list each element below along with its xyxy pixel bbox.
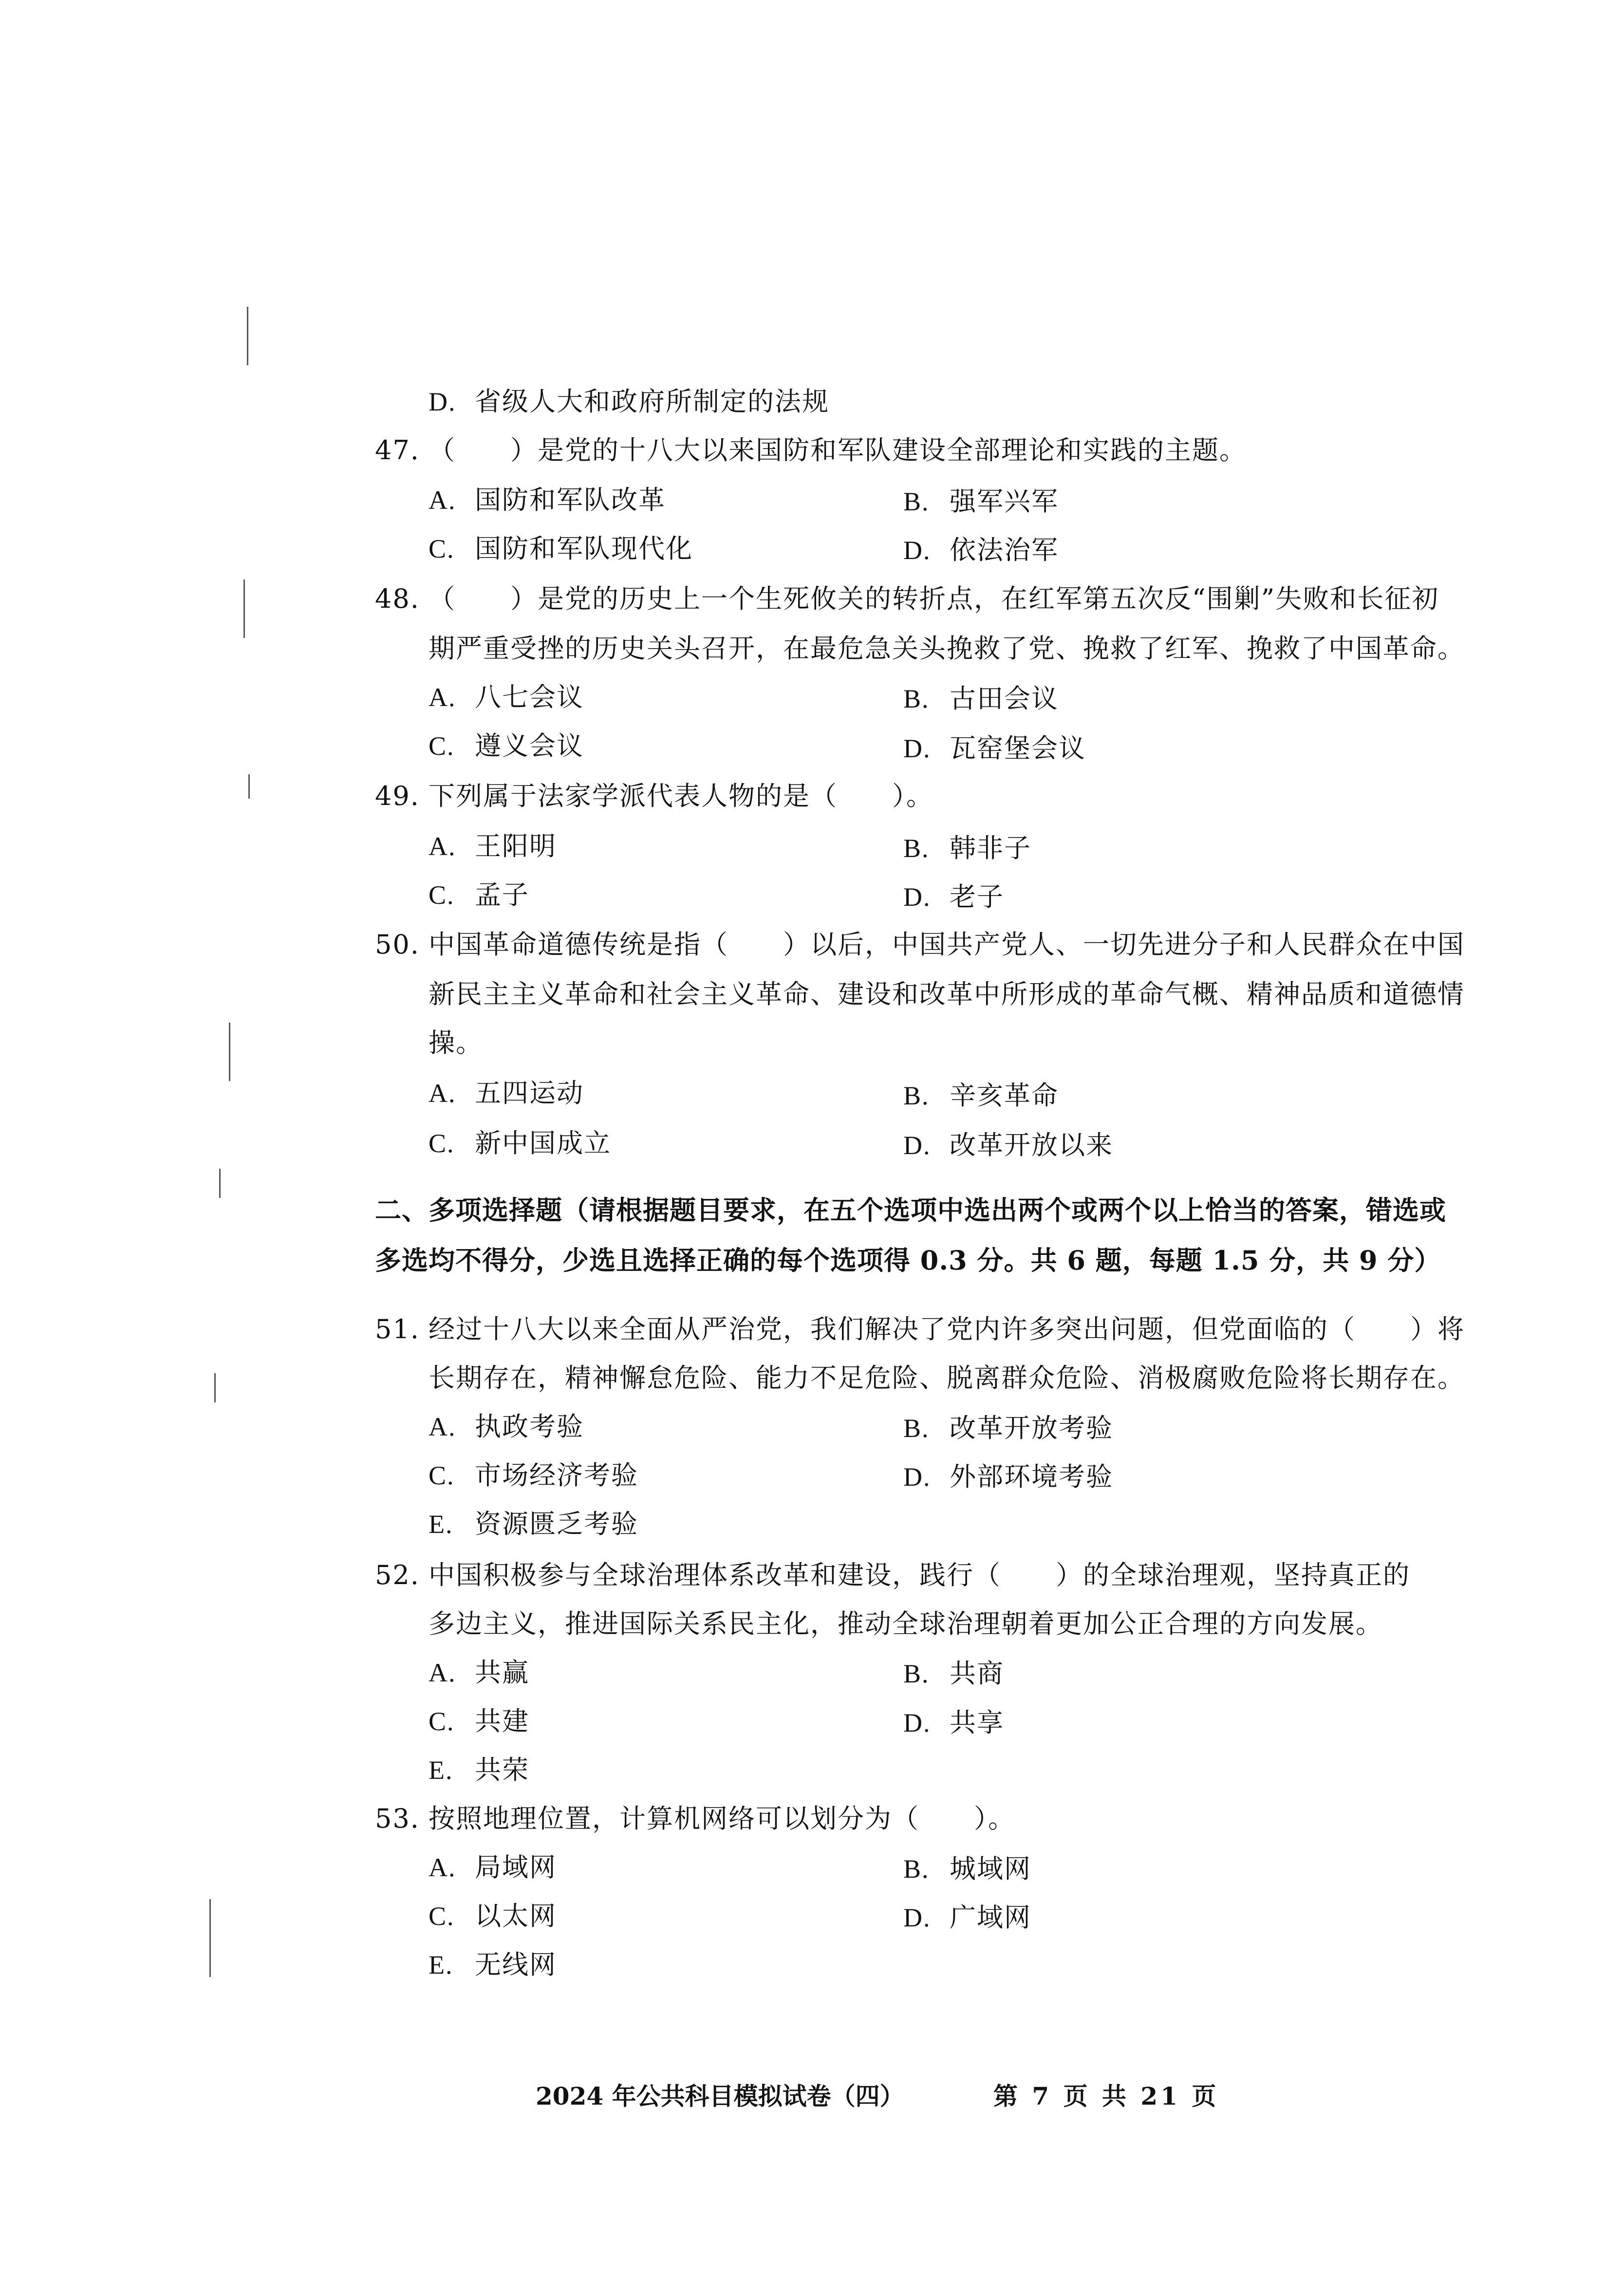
option-letter: A. bbox=[429, 832, 456, 861]
scan-margin-mark bbox=[214, 1373, 216, 1402]
question-53-stem bbox=[375, 1804, 1015, 1833]
option-text: 无线网 bbox=[475, 1949, 557, 1980]
option-letter: B. bbox=[903, 684, 930, 713]
q48-option-b bbox=[903, 684, 1059, 713]
question-stem: （ ）是党的历史上一个生死攸关的转折点，在红军第五次反“围剿”失败和长征初 bbox=[429, 583, 1439, 614]
question-stem: 经过十八大以来全面从严治党，我们解决了党内许多突出问题，但党面临的（ ）将 bbox=[429, 1314, 1465, 1344]
question-48-stem-cont: 期严重受挫的历史关头召开，在最危急关头挽救了党、挽救了红军、挽救了中国革命。 bbox=[429, 633, 1465, 664]
option-letter: C. bbox=[429, 1461, 455, 1490]
q51-option-b bbox=[903, 1414, 1113, 1443]
question-stem: 下列属于法家学派代表人物的是（ ）。 bbox=[429, 781, 933, 811]
option-text: 五四运动 bbox=[475, 1078, 584, 1108]
option-letter: B. bbox=[903, 834, 930, 863]
q47-option-a bbox=[429, 485, 666, 515]
option-text: 执政考验 bbox=[475, 1411, 584, 1442]
option-letter: D. bbox=[429, 387, 456, 416]
option-letter: D. bbox=[903, 734, 931, 763]
option-letter: B. bbox=[903, 1659, 930, 1688]
option-text: 共商 bbox=[950, 1658, 1004, 1689]
q51-option-a bbox=[429, 1412, 584, 1441]
scan-margin-mark bbox=[209, 1899, 211, 1977]
option-letter: A. bbox=[429, 1079, 456, 1108]
scan-margin-mark bbox=[247, 307, 248, 365]
option-text: 外部环境考验 bbox=[950, 1461, 1113, 1492]
option-text: 韩非子 bbox=[950, 833, 1031, 863]
question-50-stem-cont-2: 操。 bbox=[429, 1027, 483, 1058]
option-letter: B. bbox=[903, 487, 930, 516]
option-text: 城域网 bbox=[950, 1853, 1031, 1884]
question-number: 52. bbox=[375, 1560, 420, 1590]
option-text: 辛亥革命 bbox=[950, 1080, 1059, 1111]
question-51-stem-cont: 长期存在，精神懈怠危险、能力不足危险、脱离群众危险、消极腐败危险将长期存在。 bbox=[429, 1363, 1465, 1393]
option-text: 以太网 bbox=[475, 1901, 557, 1931]
option-letter: B. bbox=[903, 1414, 930, 1443]
q48-option-d bbox=[903, 734, 1086, 763]
question-stem: （ ）是党的十八大以来国防和军队建设全部理论和实践的主题。 bbox=[429, 435, 1247, 466]
q53-option-b bbox=[903, 1854, 1031, 1884]
option-text: 共建 bbox=[475, 1706, 529, 1736]
option-letter: A. bbox=[429, 1853, 456, 1882]
option-letter: D. bbox=[903, 536, 931, 565]
question-50-stem bbox=[375, 930, 1465, 959]
q50-option-b bbox=[903, 1081, 1059, 1110]
scan-margin-mark bbox=[229, 1023, 230, 1081]
option-letter: A. bbox=[429, 485, 456, 515]
option-letter: A. bbox=[429, 1412, 456, 1441]
option-letter: A. bbox=[429, 1658, 456, 1687]
footer-exam-title: 2024 年公共科目模拟试卷（四） bbox=[536, 2082, 904, 2110]
question-number: 50. bbox=[375, 929, 420, 960]
option-text: 新中国成立 bbox=[475, 1128, 611, 1158]
q51-option-d bbox=[903, 1462, 1113, 1492]
question-47-stem bbox=[375, 436, 1247, 465]
option-text: 广域网 bbox=[950, 1902, 1031, 1933]
q48-option-c bbox=[429, 731, 584, 761]
question-49-stem bbox=[375, 782, 933, 811]
option-text: 市场经济考验 bbox=[475, 1460, 638, 1491]
option-text: 强军兴军 bbox=[950, 486, 1059, 517]
section-two-instructions: 多选均不得分，少选且选择正确的每个选项得 0.3 分。共 6 题，每题 1.5 分，共 9 分） bbox=[375, 1245, 1441, 1276]
q49-option-a bbox=[429, 832, 557, 861]
question-stem: 按照地理位置，计算机网络可以划分为（ ）。 bbox=[429, 1803, 1015, 1834]
question-number: 49. bbox=[375, 781, 420, 811]
option-text: 共荣 bbox=[475, 1755, 529, 1785]
option-text: 瓦窑堡会议 bbox=[950, 733, 1086, 764]
option-text: 遵义会议 bbox=[475, 730, 584, 761]
q49-option-b bbox=[903, 834, 1031, 863]
question-52-stem-cont: 多边主义，推进国际关系民主化，推动全球治理朝着更加公正合理的方向发展。 bbox=[429, 1608, 1383, 1639]
q50-option-d bbox=[903, 1131, 1113, 1160]
option-letter: E. bbox=[429, 1755, 453, 1785]
option-letter: D. bbox=[903, 1462, 931, 1492]
q53-option-a bbox=[429, 1853, 557, 1882]
section-two-heading: 二、多项选择题（请根据题目要求，在五个选项中选出两个或两个以上恰当的答案，错选或 bbox=[375, 1195, 1446, 1226]
q51-option-e bbox=[429, 1510, 638, 1539]
option-letter: D. bbox=[903, 1903, 931, 1932]
q52-option-e bbox=[429, 1755, 529, 1785]
q51-option-c bbox=[429, 1461, 638, 1490]
carry-over-option-d bbox=[429, 387, 829, 416]
question-number: 53. bbox=[375, 1803, 420, 1834]
q47-option-b bbox=[903, 487, 1059, 516]
option-letter: E. bbox=[429, 1510, 453, 1539]
option-letter: C. bbox=[429, 1129, 455, 1158]
option-text: 古田会议 bbox=[950, 683, 1059, 714]
option-text: 国防和军队改革 bbox=[475, 485, 666, 515]
q52-option-c bbox=[429, 1707, 529, 1736]
scan-margin-mark bbox=[219, 1169, 221, 1198]
option-text: 局域网 bbox=[475, 1852, 557, 1883]
option-letter: B. bbox=[903, 1854, 930, 1884]
q49-option-c bbox=[429, 880, 529, 910]
option-text: 共享 bbox=[950, 1707, 1004, 1738]
option-letter: A. bbox=[429, 683, 456, 712]
option-text: 共赢 bbox=[475, 1657, 529, 1688]
q52-option-b bbox=[903, 1659, 1004, 1688]
option-letter: C. bbox=[429, 1902, 455, 1931]
q50-option-c bbox=[429, 1129, 611, 1158]
option-letter: C. bbox=[429, 880, 455, 910]
q52-option-d bbox=[903, 1708, 1004, 1737]
option-text: 资源匮乏考验 bbox=[475, 1509, 638, 1539]
q50-option-a bbox=[429, 1079, 584, 1108]
question-52-stem bbox=[375, 1561, 1410, 1590]
q47-option-d bbox=[903, 536, 1059, 565]
q48-option-a bbox=[429, 683, 584, 712]
option-letter: D. bbox=[903, 882, 931, 912]
option-letter: C. bbox=[429, 1707, 455, 1736]
question-48-stem bbox=[375, 584, 1439, 614]
option-text: 孟子 bbox=[475, 879, 529, 910]
q52-option-a bbox=[429, 1658, 529, 1687]
q49-option-d bbox=[903, 882, 1004, 912]
q53-option-e bbox=[429, 1950, 557, 1979]
option-text: 王阳明 bbox=[475, 831, 557, 861]
option-text: 改革开放以来 bbox=[950, 1130, 1113, 1160]
option-text: 国防和军队现代化 bbox=[475, 533, 693, 564]
scan-margin-mark bbox=[248, 774, 250, 799]
option-letter: B. bbox=[903, 1081, 930, 1110]
option-text: 八七会议 bbox=[475, 682, 584, 712]
footer-page-info: 第 7 页 共 21 页 bbox=[993, 2082, 1219, 2110]
question-stem: 中国积极参与全球治理体系改革和建设，践行（ ）的全球治理观，坚持真正的 bbox=[429, 1560, 1410, 1590]
option-text: 依法治军 bbox=[950, 535, 1059, 565]
option-letter: D. bbox=[903, 1708, 931, 1737]
q47-option-c bbox=[429, 534, 693, 563]
option-letter: C. bbox=[429, 534, 455, 563]
question-number: 48. bbox=[375, 583, 420, 614]
option-letter: E. bbox=[429, 1950, 453, 1979]
scan-margin-mark bbox=[243, 579, 245, 638]
option-letter: D. bbox=[903, 1131, 931, 1160]
question-51-stem bbox=[375, 1315, 1465, 1344]
option-letter: C. bbox=[429, 731, 455, 761]
q53-option-d bbox=[903, 1903, 1031, 1932]
q53-option-c bbox=[429, 1902, 557, 1931]
question-number: 51. bbox=[375, 1314, 420, 1344]
question-number: 47. bbox=[375, 435, 420, 466]
question-50-stem-cont-1: 新民主主义革命和社会主义革命、建设和改革中所形成的革命气概、精神品质和道德情 bbox=[429, 979, 1465, 1009]
question-stem: 中国革命道德传统是指（ ）以后，中国共产党人、一切先进分子和人民群众在中国 bbox=[429, 929, 1465, 960]
option-text: 老子 bbox=[950, 881, 1004, 912]
option-text: 改革开放考验 bbox=[950, 1413, 1113, 1443]
option-text: 省级人大和政府所制定的法规 bbox=[475, 386, 829, 417]
